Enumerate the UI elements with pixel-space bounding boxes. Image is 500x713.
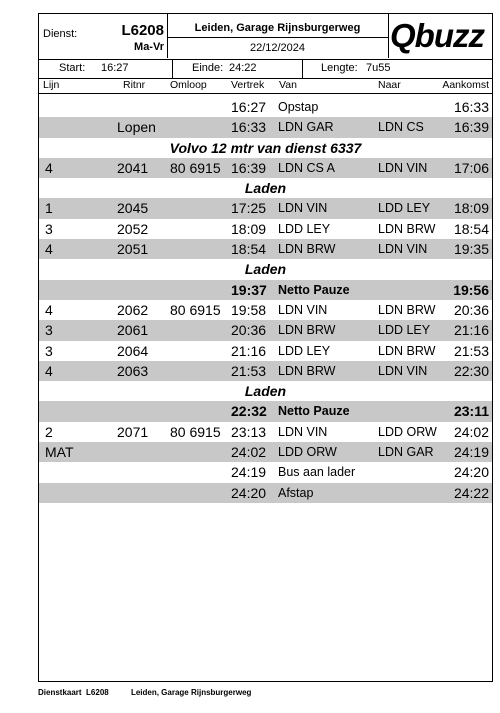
table-row bbox=[39, 97, 492, 117]
pause-row bbox=[39, 280, 492, 300]
header bbox=[39, 14, 492, 60]
footer-label: Dienstkaart bbox=[38, 688, 82, 697]
cell-van: LDN VIN bbox=[278, 424, 328, 439]
col-vertrek: Vertrek bbox=[231, 79, 265, 91]
cell-lijn: 1 bbox=[45, 200, 53, 217]
cell-van: Netto Pauze bbox=[278, 282, 350, 297]
table-row bbox=[39, 239, 492, 259]
dienstkaart-page bbox=[38, 13, 493, 682]
dienst-cell bbox=[39, 14, 168, 58]
table-row bbox=[39, 361, 492, 381]
cell-lijn: 4 bbox=[45, 159, 53, 176]
table-row bbox=[39, 341, 492, 361]
cell-van: Netto Pauze bbox=[278, 404, 350, 419]
cell-van: LDN VIN bbox=[278, 302, 328, 317]
logo-cell bbox=[388, 14, 492, 58]
cell-vertrek: 16:27 bbox=[231, 99, 267, 115]
col-naar: Naar bbox=[378, 79, 401, 91]
cell-lijn: 3 bbox=[45, 322, 53, 339]
start-label: Start: bbox=[59, 62, 86, 74]
cell-omloop: 80 6915 bbox=[170, 159, 221, 176]
cell-aankomst: 24:20 bbox=[453, 464, 489, 481]
cell-aankomst: 21:16 bbox=[453, 322, 489, 339]
garage-cell bbox=[167, 14, 389, 58]
table-row bbox=[39, 158, 492, 178]
cell-lijn: MAT bbox=[45, 444, 74, 461]
col-ritnr: Ritnr bbox=[123, 79, 146, 91]
table-row bbox=[39, 320, 492, 340]
cell-van: LDN BRW bbox=[278, 242, 336, 257]
col-omloop: Omloop bbox=[170, 79, 207, 91]
cell-aankomst: 24:02 bbox=[453, 423, 489, 440]
cell-aankomst: 16:39 bbox=[453, 119, 489, 136]
cell-naar: LDN VIN bbox=[378, 160, 428, 175]
cell-lijn: 3 bbox=[45, 220, 53, 237]
cell-ritnr: 2063 bbox=[117, 362, 149, 379]
cell-vertrek: 24:02 bbox=[231, 444, 267, 461]
cell-lijn: 2 bbox=[45, 423, 53, 440]
cell-aankomst: 22:30 bbox=[453, 362, 489, 379]
cell-aankomst: 17:06 bbox=[453, 159, 489, 176]
lengte-label: Lengte: bbox=[321, 62, 358, 74]
section-header bbox=[39, 138, 492, 158]
cell-vertrek: 20:36 bbox=[231, 322, 267, 339]
qbuzz-logo: Qbuzz bbox=[390, 17, 484, 54]
einde-label: Einde: bbox=[192, 62, 224, 74]
cell-ritnr: Lopen bbox=[117, 119, 156, 136]
cell-omloop: 80 6915 bbox=[170, 301, 221, 318]
cell-naar: LDN VIN bbox=[378, 242, 428, 257]
cell-vertrek: 18:54 bbox=[231, 241, 267, 258]
cell-vertrek: 17:25 bbox=[231, 200, 267, 217]
section-header bbox=[39, 259, 492, 279]
divider bbox=[172, 59, 173, 78]
cell-lijn: 4 bbox=[45, 241, 53, 258]
cell-van: LDD LEY bbox=[278, 343, 331, 358]
cell-naar: LDN BRW bbox=[378, 343, 436, 358]
cell-aankomst: 24:19 bbox=[453, 444, 489, 461]
cell-lijn: 4 bbox=[45, 301, 53, 318]
cell-aankomst: 20:36 bbox=[453, 301, 489, 318]
column-headers bbox=[39, 79, 492, 94]
section-header bbox=[39, 381, 492, 401]
cell-aankomst: 16:33 bbox=[453, 99, 489, 115]
cell-aankomst: 19:56 bbox=[453, 281, 489, 298]
cell-van: LDN VIN bbox=[278, 201, 328, 216]
cell-ritnr: 2061 bbox=[117, 322, 149, 339]
cell-lijn: 4 bbox=[45, 362, 53, 379]
table-row bbox=[39, 462, 492, 482]
cell-aankomst: 24:22 bbox=[453, 484, 489, 501]
cell-ritnr: 2064 bbox=[117, 342, 149, 359]
table-row bbox=[39, 422, 492, 442]
section-label: Laden bbox=[244, 383, 287, 400]
section-label: Laden bbox=[244, 261, 287, 278]
table-row bbox=[39, 198, 492, 218]
cell-aankomst: 23:11 bbox=[453, 403, 489, 420]
cell-aankomst: 18:09 bbox=[453, 200, 489, 217]
table-row bbox=[39, 483, 492, 503]
cell-van: LDD LEY bbox=[278, 221, 331, 236]
dienst-days: Ma-Vr bbox=[134, 41, 164, 53]
cell-vertrek: 19:58 bbox=[231, 301, 267, 318]
cell-naar: LDN CS bbox=[378, 120, 424, 135]
cell-omloop: 80 6915 bbox=[170, 423, 221, 440]
cell-vertrek: 23:13 bbox=[231, 423, 267, 440]
cell-vertrek: 18:09 bbox=[231, 220, 267, 237]
cell-vertrek: 16:33 bbox=[231, 119, 267, 136]
dienst-number: L6208 bbox=[121, 22, 164, 39]
table-row bbox=[39, 117, 492, 137]
cell-aankomst: 21:53 bbox=[453, 342, 489, 359]
cell-vertrek: 22:32 bbox=[231, 403, 267, 420]
col-lijn: Lijn bbox=[43, 79, 60, 91]
cell-vertrek: 24:19 bbox=[231, 464, 267, 481]
section-label: Laden bbox=[244, 180, 287, 197]
lengte-value: 7u55 bbox=[366, 62, 391, 74]
divider bbox=[302, 59, 303, 78]
footer-dienst: L6208 bbox=[86, 688, 109, 697]
cell-van: LDN BRW bbox=[278, 323, 336, 338]
cell-ritnr: 2045 bbox=[117, 200, 149, 217]
cell-vertrek: 19:37 bbox=[231, 281, 267, 298]
col-van: Van bbox=[279, 79, 297, 91]
divider bbox=[167, 37, 388, 38]
cell-vertrek: 16:39 bbox=[231, 159, 267, 176]
cell-naar: LDD LEY bbox=[378, 323, 431, 338]
times-row bbox=[39, 59, 492, 79]
garage-name: Leiden, Garage Rijnsburgerweg bbox=[194, 22, 361, 34]
cell-naar: LDD LEY bbox=[378, 201, 431, 216]
date: 22/12/2024 bbox=[249, 42, 306, 54]
start-value: 16:27 bbox=[101, 62, 129, 74]
section-label: Volvo 12 mtr van dienst 6337 bbox=[169, 139, 362, 156]
cell-van: LDN BRW bbox=[278, 363, 336, 378]
cell-ritnr: 2062 bbox=[117, 301, 149, 318]
footer bbox=[38, 688, 251, 697]
cell-van: LDN GAR bbox=[278, 120, 334, 135]
cell-vertrek: 21:53 bbox=[231, 362, 267, 379]
cell-ritnr: 2052 bbox=[117, 220, 149, 237]
cell-naar: LDN BRW bbox=[378, 302, 436, 317]
table-row bbox=[39, 300, 492, 320]
cell-van: LDN CS A bbox=[278, 160, 335, 175]
table-row bbox=[39, 219, 492, 239]
cell-naar: LDD ORW bbox=[378, 424, 437, 439]
pause-row bbox=[39, 401, 492, 421]
cell-van: LDD ORW bbox=[278, 445, 337, 460]
cell-van: Opstap bbox=[278, 100, 319, 114]
cell-naar: LDN GAR bbox=[378, 445, 434, 460]
cell-vertrek: 24:20 bbox=[231, 484, 267, 501]
cell-ritnr: 2071 bbox=[117, 423, 149, 440]
cell-lijn: 3 bbox=[45, 342, 53, 359]
cell-van: Afstap bbox=[278, 485, 314, 500]
cell-van: Bus aan lader bbox=[278, 465, 356, 480]
section-header bbox=[39, 178, 492, 198]
cell-naar: LDN BRW bbox=[378, 221, 436, 236]
cell-naar: LDN VIN bbox=[378, 363, 428, 378]
footer-garage: Leiden, Garage Rijnsburgerweg bbox=[130, 688, 252, 697]
cell-ritnr: 2041 bbox=[117, 159, 149, 176]
cell-ritnr: 2051 bbox=[117, 241, 149, 258]
trip-table bbox=[39, 97, 492, 503]
cell-aankomst: 18:54 bbox=[453, 220, 489, 237]
cell-aankomst: 19:35 bbox=[453, 241, 489, 258]
cell-vertrek: 21:16 bbox=[231, 342, 267, 359]
dienst-label: Dienst: bbox=[43, 28, 78, 40]
col-aankomst: Aankomst bbox=[442, 79, 489, 91]
table-row bbox=[39, 442, 492, 462]
einde-value: 24:22 bbox=[229, 62, 257, 74]
